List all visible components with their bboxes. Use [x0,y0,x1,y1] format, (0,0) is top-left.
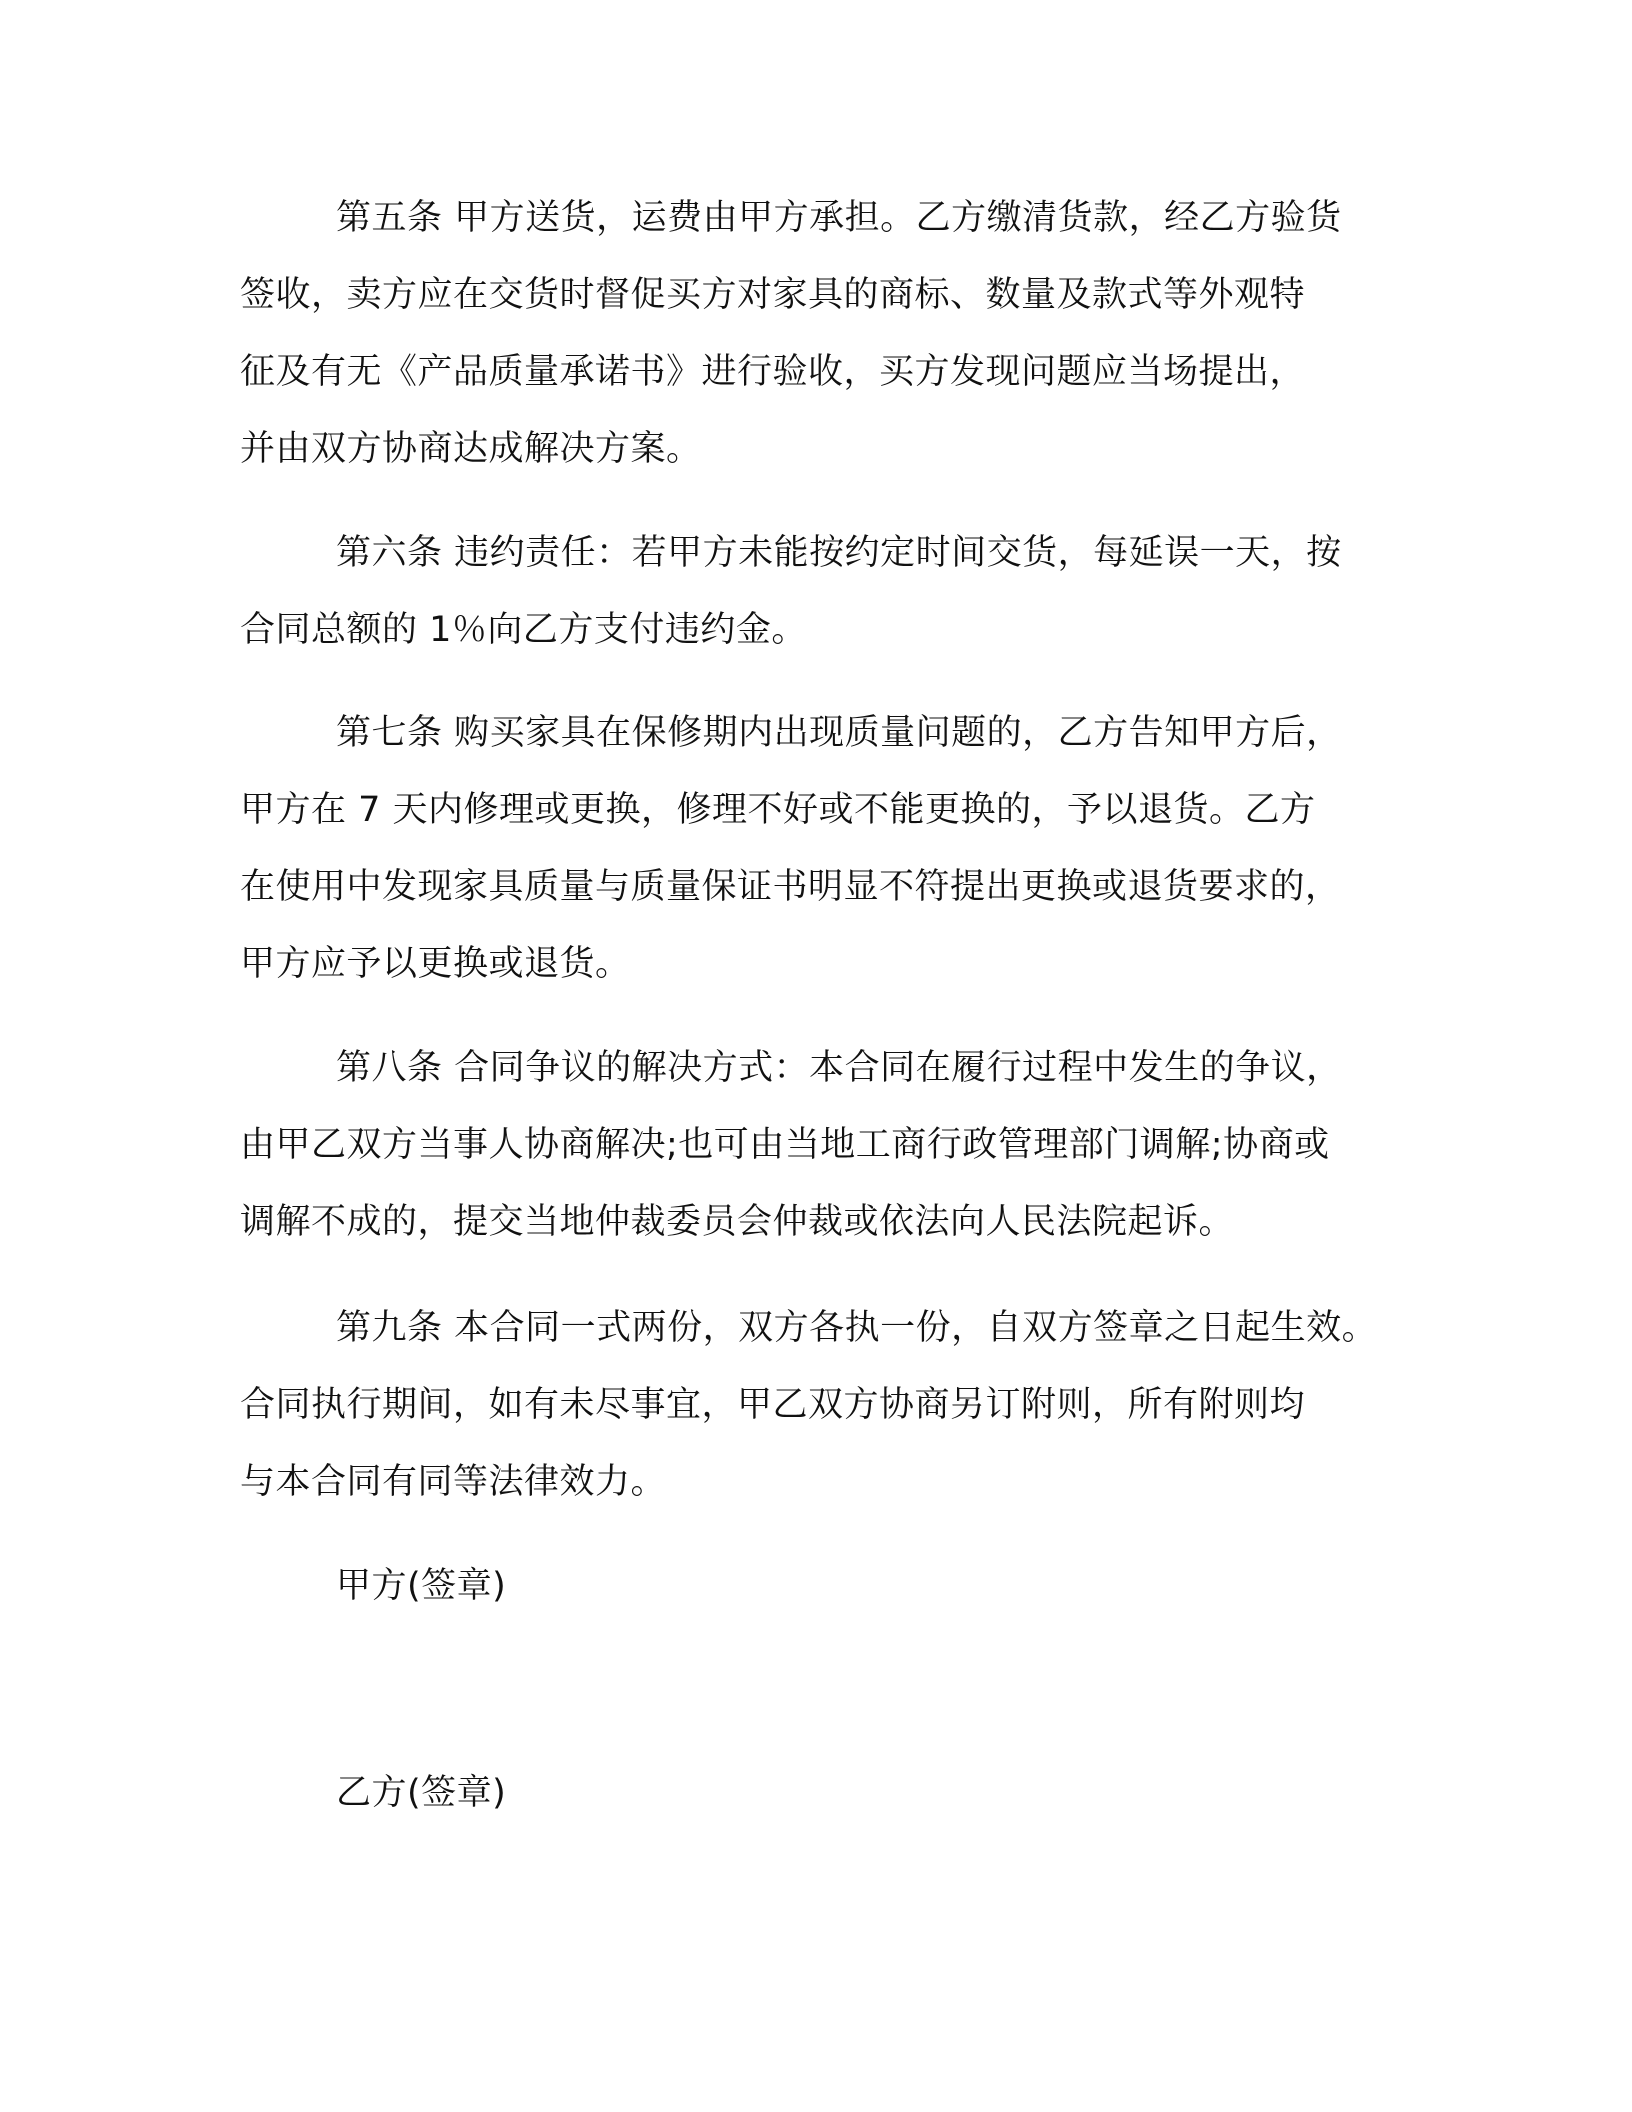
signature-party-b [240,1755,1420,1832]
clause-6 [240,515,1420,669]
clause-5-line-3: 征及有无《产品质量承诺书》进行验收，买方发现问题应当场提出， [240,352,1306,392]
clause-5-line-4: 并由双方协商达成解决方案。 [240,429,702,469]
clause-7-line-1: 第七条 购买家具在保修期内出现质量问题的，乙方告知甲方后， [336,713,1342,753]
clause-6-line-2: 合同总额的 1％向乙方支付违约金。 [240,610,807,650]
clause-5-line-1: 第五条 甲方送货，运费由甲方承担。乙方缴清货款，经乙方验货 [336,198,1342,238]
clause-8-line-3: 调解不成的，提交当地仲裁委员会仲裁或依法向人民法院起诉。 [240,1202,1235,1242]
clause-9-line-1: 第九条 本合同一式两份，双方各执一份，自双方签章之日起生效。 [336,1308,1378,1348]
clause-9-line-3: 与本合同有同等法律效力。 [240,1462,667,1502]
clause-5-line-2: 签收，卖方应在交货时督促买方对家具的商标、数量及款式等外观特 [240,275,1306,315]
clause-6-line-1: 第六条 违约责任：若甲方未能按约定时间交货，每延误一天，按 [336,533,1342,573]
signature-party-a-label: 甲方(签章) [336,1566,507,1606]
clause-8 [240,1030,1420,1261]
clause-7-line-2: 甲方在 7 天内修理或更换，修理不好或不能更换的，予以退货。乙方 [240,790,1316,830]
signature-party-b-label: 乙方(签章) [336,1773,507,1813]
clause-5 [240,180,1420,488]
clause-7 [240,695,1420,1003]
clause-7-line-4: 甲方应予以更换或退货。 [240,944,631,984]
clause-8-line-1: 第八条 合同争议的解决方式：本合同在履行过程中发生的争议， [336,1048,1342,1088]
clause-8-line-2: 由甲乙双方当事人协商解决;也可由当地工商行政管理部门调解;协商或 [240,1125,1330,1165]
clause-9 [240,1290,1420,1521]
clause-7-line-3: 在使用中发现家具质量与质量保证书明显不符提出更换或退货要求的， [240,867,1341,907]
clause-9-line-2: 合同执行期间，如有未尽事宜，甲乙双方协商另订附则，所有附则均 [240,1385,1306,1425]
signature-party-a [240,1548,1420,1625]
